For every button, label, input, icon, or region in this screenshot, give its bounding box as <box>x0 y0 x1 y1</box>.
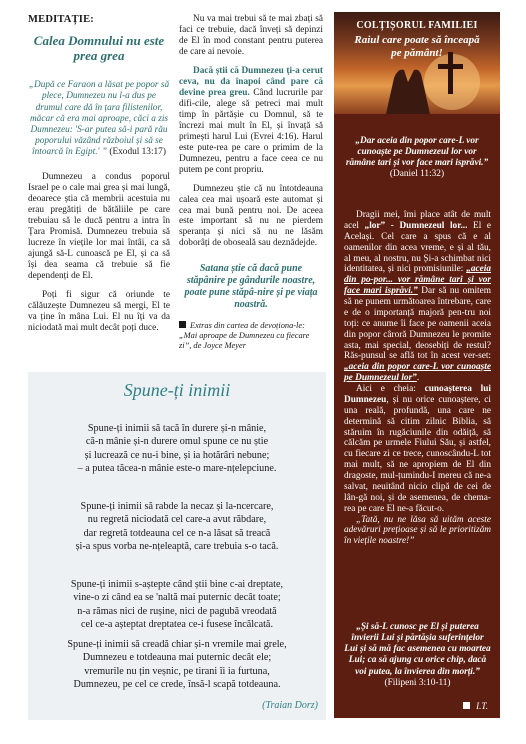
emphasis-text: „lor” - Dumnezeul lor... <box>364 220 468 231</box>
poem-line: Spune-ți inimii să tacă în durere și-n mânie, <box>87 423 267 434</box>
poem-line: Dumnezeu, pe cel ce crede, însă-l scapă totdeauna. <box>73 679 281 691</box>
poem-stanza <box>28 422 326 476</box>
panel-header: COLȚIȘORUL FAMILIEI <box>356 20 478 31</box>
poem-line: – a putea tăcea-n mânie este-o mare-nțelepciune. <box>77 463 277 475</box>
signature <box>463 701 488 711</box>
quote-text: „După ce Faraon a lăsat pe popor să plece, Dumnezeu nu l-a dus pe drumul care dă în țara filistenilor, măcar că era mai aproape, căci a zis Dumnezeu: 'S-ar putea să-i pară rău poporului văzând războiul și să se întoarcă în Egipt.' ” <box>28 80 170 158</box>
source-note <box>179 321 323 351</box>
prayer-paragraph: „Tată, nu ne lăsa să uităm aceste adevăruri prețioase și să le prioritizăm în viețile noastre!” <box>344 514 491 547</box>
poem-stanza <box>28 638 326 692</box>
emphasis-text: cunoașterea lui Dumnezeu <box>344 384 491 405</box>
quote-reference: (Exodul 13:17) <box>109 147 166 158</box>
poem-title: Spune-ți inimii <box>123 380 231 400</box>
poem-line: n-a rămas nici de rușine, nici de pagubă vreodată <box>77 605 277 617</box>
poem-line: și-a spus vorba ne-nțeleaptă, care trebuia s-o tacă. <box>75 541 279 553</box>
paragraph: Dumnezeu știe că nu întotdeauna calea cea mai ușoară este automat și cea mai bună pentru noi. De aceea este important să nu ne pierdem speranța și nici să nu ne lăsăm doborâți de oboseală sau deznădejde. <box>179 183 323 249</box>
poem-line: că-n mânie și-n durere omul spune ce nu știe <box>85 436 269 448</box>
poem-line: Spune-ți inimii să rabde la necaz și la-ncercare, <box>80 501 274 512</box>
paragraph-text: Dar să nu omitem să ne punem următoarea întrebare, care e de o importanță majoră pen-tru noi toți: ce anume îi face pe oamenii aceia din popor câroră Dumnezeu le promite asta, mai special, deosebiți de restul? Răs-punsul se află tot în acest ver-set: <box>344 286 491 362</box>
poem-line: vremurile nu țin veșnic, pe tirani îi ia furtuna, <box>84 665 270 677</box>
source-text: Extras din cartea de devoționa-le: „Mai aproape de Dumnezeu cu fiecare zi”, de Joyce Meyer <box>179 321 310 351</box>
paragraph-text: . <box>416 373 420 384</box>
paragraph-text: Când lucrurile par difi-cile, alege să petreci mai mult timp în părtășie cu Domnul, să te încrezi mai mult în El, și învață să primești harul Lui (Evrei 4:16). Harul este pute-rea pe care o primim de la Dumnezeu, pentru a face ceea ce nu putem pe cont propriu. <box>179 87 323 175</box>
paragraph: Poți fi sigur că oriunde te călăuzește Dumnezeu să mergi, El te va ține în mâna Lui. El nu îți va da niciodată mai mult decât poți duce. <box>28 290 170 333</box>
poem-box <box>28 372 326 720</box>
emphasis-text: „aceia din popor care-L vor cunoaște pe Dumnezeul lor” <box>344 362 491 384</box>
square-bullet-icon <box>463 702 470 709</box>
section-label: MEDITAȚIE: <box>28 14 94 25</box>
emphasis-text: Dacă știi că Dumnezeu ți-a cerut ceva, nu da înapoi când pare că devine prea greu. <box>179 65 323 98</box>
callout-quote: Satana știe că dacă pune stăpânire pe gândurile noastre, poate pune stăpâ-nire și pe viața noastră. <box>184 263 318 311</box>
paragraph: Nu va mai trebui să te mai zbați să faci ce trebuie, dacă înveți să depinzi de El în mod constant pentru puterea de care ai nevoie. <box>179 14 323 57</box>
poem-line: dar regretă totdeauna cel ce n-a lăsat să treacă <box>83 527 271 539</box>
family-corner-panel <box>334 12 500 718</box>
poem-line: vine-o zi când ea se 'naltă mai puternic decât toate; <box>73 592 281 604</box>
paragraph <box>344 384 491 515</box>
panel-subtitle: Raiul care poate să înceapă pe pământ! <box>354 34 480 59</box>
verse-text: „Și să-L cunosc pe El și puterea învierii Lui și părtășia suferințelor Lui și să mă fac asemenea cu moartea Lui; ca să ajung cu orice chip, dacă voi putea, la învierea din morți.” <box>344 622 491 677</box>
paragraph <box>179 66 323 176</box>
paragraph-text: Aici e cheia: <box>356 384 425 394</box>
quote-reference: (Daniel 11:32) <box>389 169 445 180</box>
poem-line: și lucrează ce nu-i bine, și ia hotărâri nebune; <box>84 449 270 461</box>
paragraph-text: , și nu orice cunoaștere, ci una reală, profundă, una care ne determină să citim zilnic Biblia, să stăruim în rugăciunile din odăiță, să călcăm pe urmele Fiului Său, și astfel, cu fiecare zi ce trece, cunoscându-L tot mai mult, să ne apropiem de El din dragoste, mul-țumindu-I mereu că ne-a salvat, neuitând nicio clipă de cei de lân-gă noi, și de asemenea, de chema-rea pe care El ne-a făcut-o. <box>344 394 491 514</box>
paragraph-text: Dragii mei, îmi place atât de mult acel <box>344 210 491 231</box>
square-bullet-icon <box>179 321 186 328</box>
panel-verse <box>344 622 491 689</box>
meditation-column-2 <box>179 14 323 351</box>
poem-stanza <box>28 578 326 632</box>
emphasis-text: „aceia din po-por... vor rămâne tari și vor face mari isprăvi.” <box>344 264 491 297</box>
poem-line: cel ce-a așteptat dreptatea ce-i fusese încălcată. <box>80 619 274 631</box>
poem-author: (Traian Dorz) <box>262 700 318 711</box>
article-title: Calea Domnului nu este prea grea <box>33 33 165 64</box>
panel-body <box>344 210 491 547</box>
verse-reference: (Filipeni 3:10-11) <box>384 677 451 688</box>
poem-stanza <box>28 500 326 554</box>
paragraph: Dumnezeu a condus poporul Israel pe o cale mai grea și mai lungă, deoarece știa că membrii acestuia nu erau pregătiți de bătăliile pe care trebuiau să le ducă pentru a intra în Țara Promisă. Dumnezeu trebuia să lucreze în viețile lor mai întâi, ca să ajungă să-L cunoască pe El, și ca să își dea seama că trebuie să fie dependenți de El. <box>28 172 170 282</box>
poem-line: Spune-ți inimii să creadă chiar și-n vremile mai grele, <box>67 639 287 650</box>
paragraph <box>344 210 491 384</box>
quote-text: „Dar aceia din popor care-L vor cunoaște pe Dumnezeul lor vor rămâne tari și vor face mari isprăvi.” <box>345 136 489 169</box>
poem-line: Dumnezeu e totdeauna mai puternic decât ele; <box>82 652 272 664</box>
opening-quote <box>28 80 170 158</box>
meditation-column <box>28 14 170 334</box>
paragraph-text: El e Același. Cel care a spus că e al oamenilor din acea vreme, e și al tău, al meu, al nostru, nu Și-a schimbat nici identitatea, și nici promisiunile: <box>344 220 491 275</box>
signature-text: I.T. <box>476 701 488 711</box>
panel-quote <box>342 136 492 181</box>
poem-line: Spune-ți inimii s-aștepte când știi bine c-ai dreptate, <box>70 579 284 590</box>
poem-line: nu regretă niciodată cel care-a avut răbdare, <box>87 514 267 526</box>
